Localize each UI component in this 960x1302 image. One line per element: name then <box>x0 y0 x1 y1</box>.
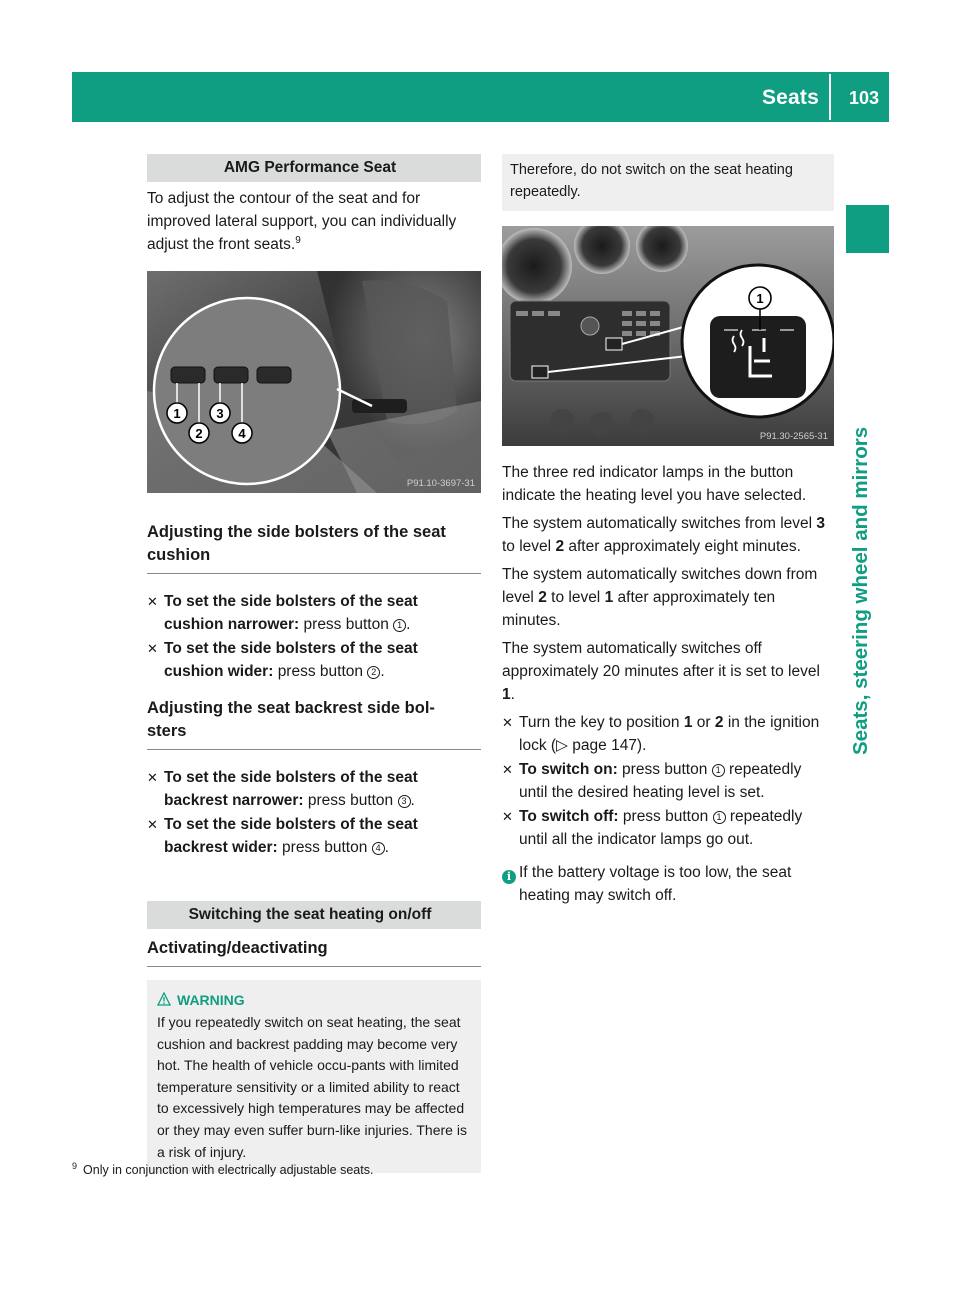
warning-label: WARNING <box>177 992 245 1008</box>
button-ref-1: 1 <box>713 811 726 824</box>
footnote <box>72 1160 374 1178</box>
heading-seat-cushion: Adjusting the side bolsters of the seat cushion <box>147 521 481 574</box>
step-text: press button <box>282 839 368 856</box>
heating-section-title: Switching the seat heating on/off <box>147 901 481 929</box>
para-indicator-lamps: The three red indicator lamps in the button indicate the heating level you have selected. <box>502 464 807 504</box>
figure-id: P91.10-3697-31 <box>406 478 475 489</box>
footnote-text: Only in conjunction with electrically adjustable seats. <box>83 1163 374 1177</box>
text: after approximately ten minutes. <box>502 589 776 629</box>
callout-3: 3 <box>216 406 224 421</box>
chapter-title: Seats, steering wheel and mirrors <box>849 426 872 755</box>
heading-backrest <box>147 697 481 750</box>
text: or <box>696 714 711 731</box>
step-label: To switch off: <box>519 808 619 825</box>
step-arrow-icon: ✕ <box>147 817 158 832</box>
text: press button <box>622 808 709 825</box>
button-ref-1: 1 <box>393 619 406 632</box>
footnote-ref: 9 <box>295 234 301 246</box>
button-ref-4: 4 <box>372 842 385 855</box>
step-label: To switch on: <box>519 761 618 778</box>
section-title: Seats <box>761 86 819 109</box>
page-number: 103 <box>848 88 879 108</box>
text: repeatedly until all the indicator lamps go out. <box>519 808 803 848</box>
step-arrow-icon: ✕ <box>147 770 158 785</box>
callout-2: 2 <box>195 426 203 441</box>
text: press button <box>622 761 708 778</box>
seat-controls-illustration <box>147 271 481 493</box>
position: 1 <box>683 714 693 731</box>
button-ref-1: 1 <box>712 764 725 777</box>
text: repeatedly until the desired heating level is set. <box>519 761 802 801</box>
page-header <box>72 72 889 122</box>
warning-continued-box <box>502 154 834 211</box>
text: Turn the key to position <box>519 714 680 731</box>
para-level-2-to-1 <box>502 563 834 632</box>
seat-controls-figure <box>147 271 481 493</box>
figure-id: P91.30-2565-31 <box>759 431 828 442</box>
seat-heating-figure <box>502 226 834 446</box>
amg-section-title: AMG Performance Seat <box>147 154 481 182</box>
step-label: To set the side bolsters of the seat cushion narrower: <box>164 593 418 633</box>
level: 3 <box>816 515 826 532</box>
step-text: press button <box>277 663 363 680</box>
button-ref-3: 3 <box>398 795 411 808</box>
chapter-tab-marker <box>846 205 889 253</box>
level: 2 <box>555 538 565 555</box>
level: 1 <box>502 686 511 703</box>
callout-1: 1 <box>756 291 764 306</box>
heading-activating: Activating/deactivating <box>147 937 481 967</box>
para-level-3-to-2 <box>502 512 834 558</box>
callout-1: 1 <box>173 406 181 421</box>
amg-intro <box>147 187 481 256</box>
step-switch-on <box>502 758 834 804</box>
button-ref-2: 2 <box>367 666 380 679</box>
position: 2 <box>714 714 724 731</box>
note-text: If the battery voltage is too low, the seat heating may switch off. <box>519 864 792 904</box>
header-divider <box>829 74 831 120</box>
step-arrow-icon: ✕ <box>147 641 158 656</box>
text: after approximately eight minutes. <box>568 538 801 555</box>
warning-text: If you repeatedly switch on seat heating, the seat cushion and backrest padding may become very hot. The health of vehicle occu-pants with limited temperature sensitivity or a limited ability to react to excessively high temperatures may be affected or they may even suffer burn-like injuries. There is a risk of injury. <box>157 1014 467 1160</box>
step-label: To set the side bolsters of the seat cushion wider: <box>164 640 418 680</box>
step-arrow-icon: ✕ <box>502 762 513 777</box>
callout-4: 4 <box>238 426 246 441</box>
level: 2 <box>538 589 547 606</box>
left-column <box>147 154 481 1173</box>
text: The system automatically switches down from level <box>502 566 818 606</box>
step-arrow-icon: ✕ <box>502 715 513 730</box>
text: The system automatically switches from level <box>502 515 813 532</box>
warning-header <box>157 992 473 1008</box>
text: in the ignition lock ( <box>519 714 820 754</box>
para-auto-off: The system automatically switches off approximately 20 minutes after it is set to level 1. <box>502 640 820 703</box>
warning-triangle-icon <box>157 992 171 1006</box>
text: The system automatically switches off approximately 20 minutes after it is set to level <box>502 640 820 680</box>
seat-heating-illustration <box>502 226 834 446</box>
heading-backrest-line1: Adjusting the seat backrest side bol- <box>147 699 435 717</box>
step-backrest-narrower: ✕ To set the side bolsters of the seat backrest narrower: press button 3 . <box>147 766 481 812</box>
warning-continued-text: Therefore, do not switch on the seat heating repeatedly. <box>510 162 793 200</box>
info-icon: i <box>502 864 516 887</box>
amg-intro-text: To adjust the contour of the seat and for improved lateral support, you can individually adjust the front seats. <box>147 190 457 253</box>
step-turn-key <box>502 711 834 757</box>
step-arrow-icon: ✕ <box>147 594 158 609</box>
right-column <box>502 154 834 907</box>
step-arrow-icon: ✕ <box>502 809 513 824</box>
level: 1 <box>604 589 614 606</box>
page-reference: page 147). <box>572 737 647 754</box>
step-label: To set the side bolsters of the seat backrest wider: <box>164 816 418 856</box>
text: to level <box>502 538 552 555</box>
step-text: press button <box>307 792 394 809</box>
step-label: To set the side bolsters of the seat backrest narrower: <box>164 769 418 809</box>
info-note <box>502 861 834 907</box>
step-backrest-wider: ✕ To set the side bolsters of the seat backrest wider: press button 4 . <box>147 813 481 859</box>
footnote-number: 9 <box>72 1160 78 1171</box>
warning-box <box>147 980 481 1173</box>
chapter-side-tab <box>846 205 889 1025</box>
step-cushion-narrower: ✕ To set the side bolsters of the seat cushion narrower: press button 1 . <box>147 590 481 636</box>
page-ref-icon: ▷ <box>556 737 568 754</box>
step-cushion-wider: ✕ To set the side bolsters of the seat cushion wider: press button 2 . <box>147 637 481 683</box>
heading-backrest-line2: sters <box>147 722 187 740</box>
step-text: press button <box>303 616 389 633</box>
step-switch-off <box>502 805 834 851</box>
text: to level <box>551 589 601 606</box>
